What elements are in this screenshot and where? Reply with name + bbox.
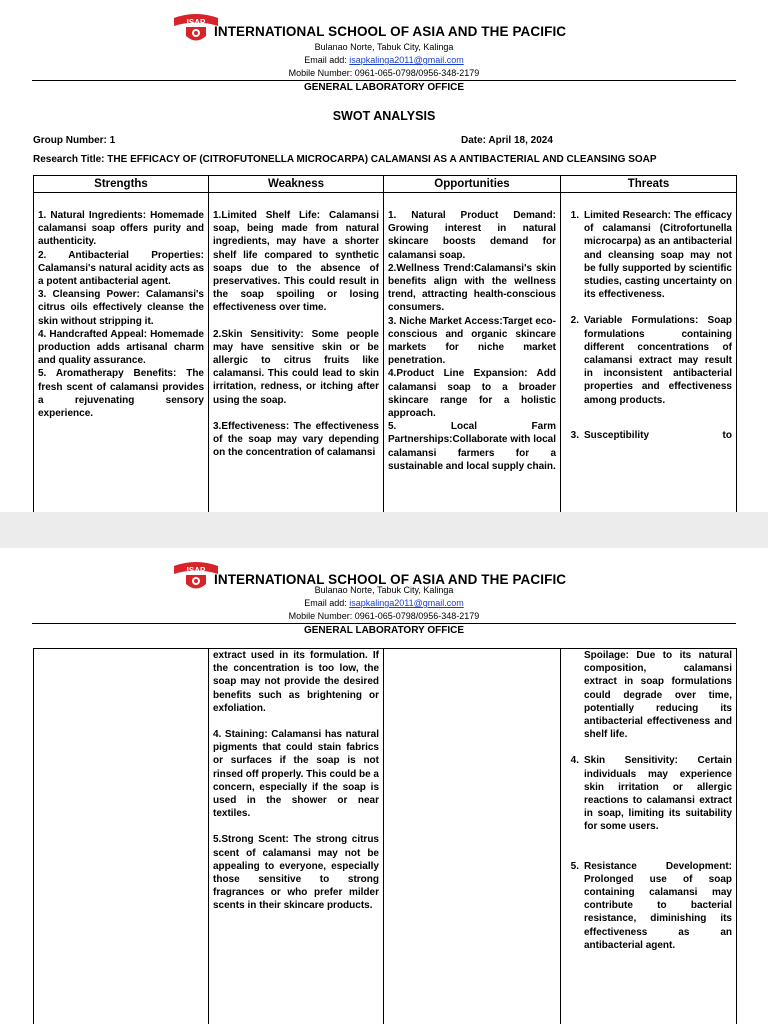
swot-table-continued <box>33 648 737 1024</box>
email-label: Email add: <box>304 55 350 65</box>
threat-item <box>565 754 732 833</box>
header-strengths: Strengths <box>34 176 209 193</box>
threat-item <box>565 860 732 952</box>
strength-item: 2. Antibacterial Properties: Calamansi's natural acidity acts as a potent antibacterial agent. <box>38 249 204 288</box>
threat-text: Spoilage: Due to its natural composition, calamansi extract in soap formulations could degrade over time, potentially reducing its antibacterial effectiveness and shelf life. <box>584 650 732 741</box>
opportunity-item: 2.Wellness Trend:Calamansi's skin benefits align with the wellness trend, attracting health-conscious consumers. <box>388 262 556 314</box>
threat-text: Variable Formulations: Soap formulations containing different concentrations of calamansi extract may result in inconsistent antibacterial properties and effectiveness among products. <box>584 315 732 406</box>
threat-item <box>565 649 732 741</box>
swot-body-row <box>34 649 737 1024</box>
weakness-item: 4. Staining: Calamansi has natural pigments that could stain fabrics or surfaces if the soap is not rinsed off properly. This could be a concern, especially if the soap is used in the shower or near textiles. <box>213 729 379 820</box>
weakness-item: 3.Effectiveness: The effectiveness of the soap may vary depending on the concentration of calamansi <box>213 420 379 459</box>
threat-text: Limited Research: The efficacy of calamansi (Citrofortunella microcarpa) as an antibacterial and cleansing soap may not be fully supported by scientific studies, casting uncertainty on its effectiveness. <box>584 210 732 301</box>
threats-cell <box>561 193 737 513</box>
weakness-cell <box>209 193 384 513</box>
letterhead <box>0 0 768 93</box>
swot-table <box>33 175 737 512</box>
email-line <box>0 55 768 65</box>
school-logo <box>172 10 220 46</box>
email-line <box>0 598 768 608</box>
opportunity-item: 5. Local Farm Partnerships:Collaborate with local calamansi farmers for a sustainable and local supply chain. <box>388 421 556 472</box>
opportunities-cell <box>384 193 561 513</box>
strength-item: 4. Handcrafted Appeal: Homemade production adds artisanal charm and quality assurance. <box>38 328 204 367</box>
threat-number: 3. <box>570 429 579 441</box>
email-label: Email add: <box>304 598 350 608</box>
research-title: Research Title: THE EFFICACY OF (CITROFUTONELLA MICROCARPA) CALAMANSI AS A ANTIBACTERIAL AND CLEANSING SOAP <box>33 154 657 165</box>
school-name: INTERNATIONAL SCHOOL OF ASIA AND THE PACIFIC <box>214 24 567 39</box>
header-divider <box>32 80 736 81</box>
svg-text:ISAP: ISAP <box>186 18 206 27</box>
header-opportunities: Opportunities <box>384 176 561 193</box>
threat-number: 1. <box>570 210 579 221</box>
email-link[interactable]: isapkalinga2011@gmail.com <box>349 598 464 608</box>
weakness-item: extract used in its formulation. If the concentration is too low, the soap may not provide the desired benefits such as brightening or exfoliation. <box>213 650 379 714</box>
threat-item <box>565 209 732 301</box>
threat-item <box>565 314 732 406</box>
group-number: Group Number: 1 <box>33 135 116 146</box>
svg-text:ISAP: ISAP <box>186 566 206 575</box>
swot-header-row <box>34 176 737 193</box>
threat-number <box>565 649 584 741</box>
opportunity-item: 1. Natural Product Demand: Growing interest in natural skincare boosts demand for calamansi soap. <box>388 210 556 261</box>
document-title: SWOT ANALYSIS <box>332 109 436 123</box>
office-name: GENERAL LABORATORY OFFICE <box>303 625 464 636</box>
opportunities-cell <box>384 649 561 1024</box>
threat-text: Skin Sensitivity: Certain individuals may experience skin irritation or allergic reactions to calamansi extract in soap, limiting its suitability for some users. <box>584 755 732 833</box>
weakness-item: 2.Skin Sensitivity: Some people may have sensitive skin or be allergic to citrus fruits like calamansi. This could lead to skin irritation, redness, or itching after using the soap. <box>213 328 379 406</box>
header-threats: Threats <box>561 176 737 193</box>
threat-item <box>565 429 732 442</box>
school-name: INTERNATIONAL SCHOOL OF ASIA AND THE PACIFIC <box>214 572 567 587</box>
opportunity-item: 4.Product Line Expansion: Add calamansi soap to a broader skincare range for a holistic approach. <box>388 368 556 420</box>
threat-text: Resistance Development: Prolonged use of soap containing calamansi may contribute to bacterial resistance, diminishing its effectiveness as an antibacterial agent. <box>584 860 732 951</box>
header-weakness: Weakness <box>209 176 384 193</box>
school-address: Bulanao Norte, Tabuk City, Kalinga <box>314 42 454 52</box>
email-link[interactable]: isapkalinga2011@gmail.com <box>349 55 464 65</box>
threat-number: 2. <box>570 315 579 327</box>
letterhead <box>0 548 768 636</box>
threats-cell <box>561 649 737 1024</box>
document-date: Date: April 18, 2024 <box>461 135 553 146</box>
weakness-item: 1.Limited Shelf Life: Calamansi soap, being made from natural ingredients, may have a shorter shelf life compared to synthetic soaps due to the absence of preservatives. This could result in the soap spoiling or losing effectiveness over time. <box>213 210 379 314</box>
document-page-2 <box>0 548 768 1024</box>
header-divider <box>32 623 736 624</box>
threat-number: 5. <box>570 860 579 872</box>
strength-item: 3. Cleansing Power: Calamansi's citrus oils effectively cleanse the skin without stripping it. <box>38 289 204 327</box>
swot-body-row <box>34 193 737 513</box>
mobile-number: Mobile Number: 0961-065-0798/0956-348-2179 <box>288 611 480 621</box>
mobile-number: Mobile Number: 0961-065-0798/0956-348-2179 <box>288 68 480 78</box>
weakness-item: 5.Strong Scent: The strong citrus scent of calamansi may not be appealing to everyone, especially those sensitive to strong fragrances or who prefer milder scents in their skincare products. <box>213 834 379 912</box>
strengths-cell <box>34 193 209 513</box>
school-address: Bulanao Norte, Tabuk City, Kalinga <box>314 585 454 595</box>
threat-number: 4. <box>570 755 579 767</box>
opportunity-item: 3. Niche Market Access:Target eco-conscious and organic skincare markets for niche market penetration. <box>388 315 556 367</box>
threat-text: Susceptibility to <box>584 429 732 441</box>
office-name: GENERAL LABORATORY OFFICE <box>303 82 464 93</box>
strengths-cell <box>34 649 209 1024</box>
strength-item: 5. Aromatherapy Benefits: The fresh scent of calamansi provides a rejuvenating sensory experience. <box>38 368 204 420</box>
weakness-cell <box>209 649 384 1024</box>
strength-item: 1. Natural Ingredients: Homemade calamansi soap offers purity and authenticity. <box>38 210 204 248</box>
